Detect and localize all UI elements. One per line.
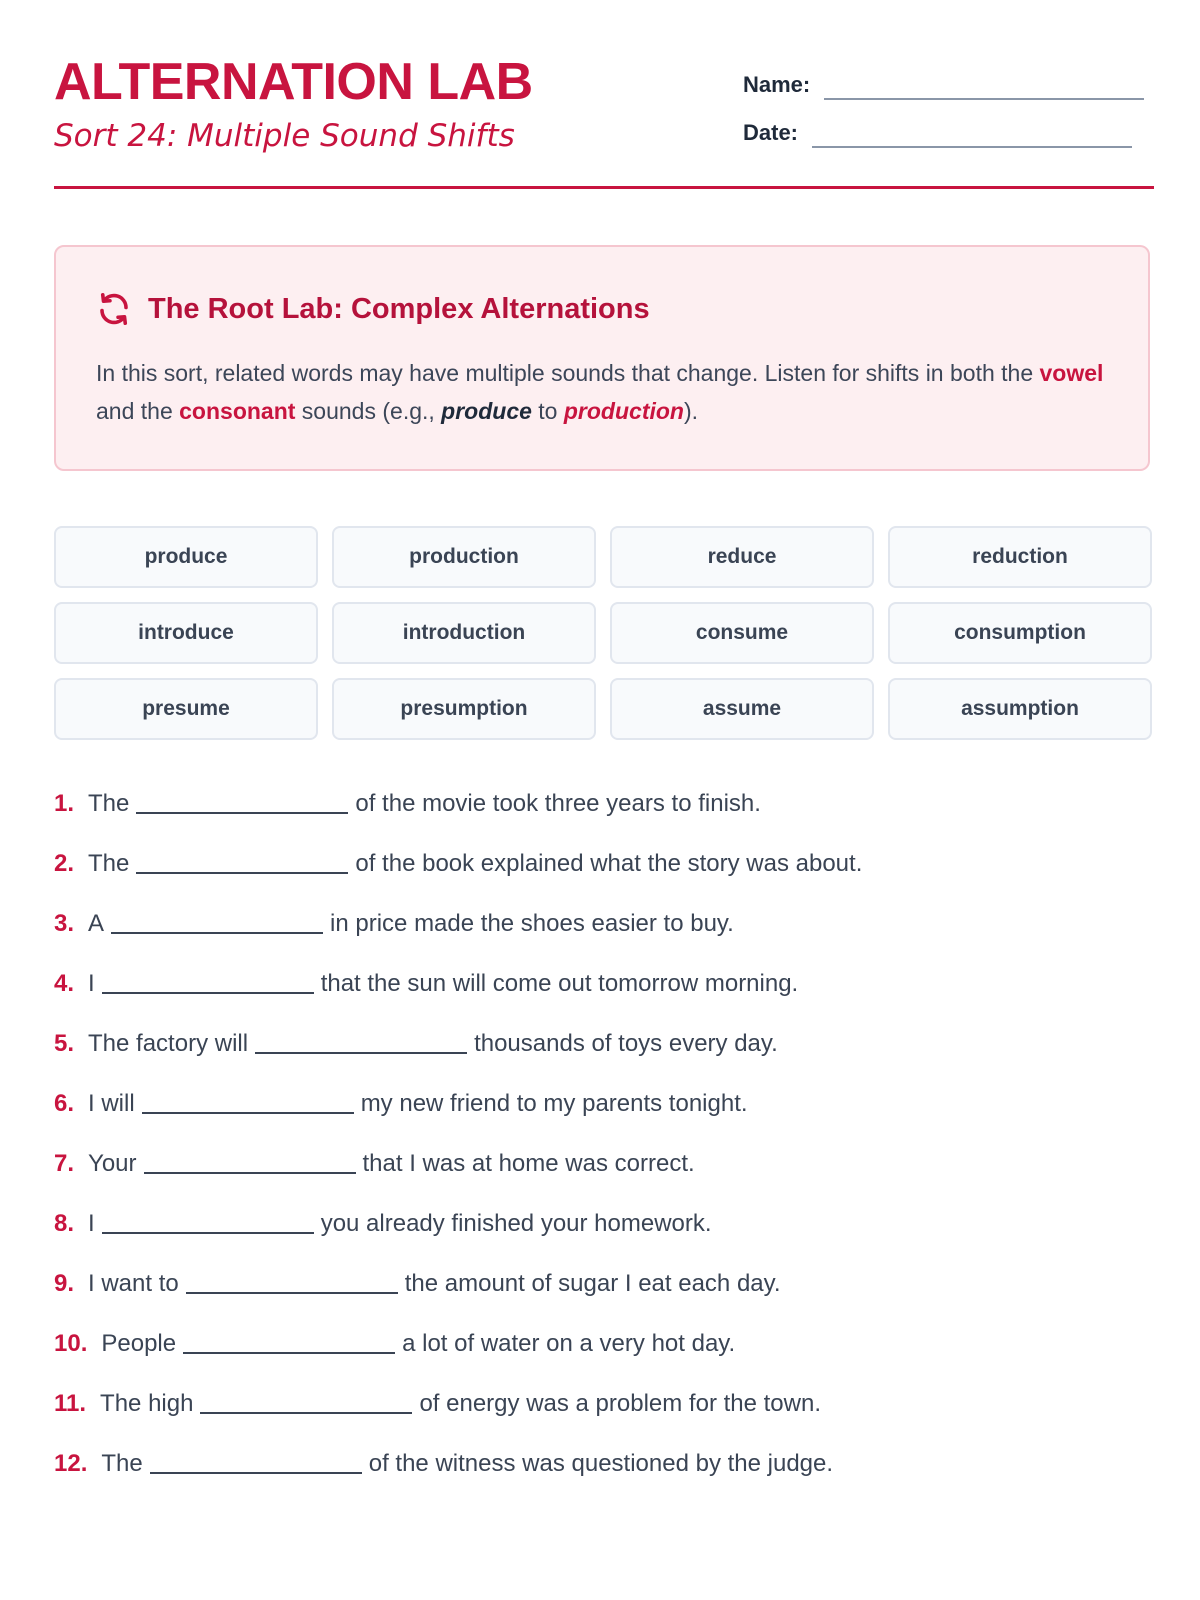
info-text-part: to xyxy=(531,398,564,424)
question-text-after: of the witness was questioned by the judge. xyxy=(368,1450,834,1477)
question-number: 2. xyxy=(54,850,75,877)
question-text-after: my new friend to my parents tonight. xyxy=(360,1090,748,1117)
question-text-before: The xyxy=(101,1450,143,1477)
word-card: assume xyxy=(610,678,874,740)
consonant-highlight: consonant xyxy=(179,398,296,424)
question-text-before: I xyxy=(88,1210,95,1237)
question-text-before: The xyxy=(88,790,130,817)
info-text-part: and the xyxy=(96,398,180,424)
question-item xyxy=(54,850,1154,910)
word-card: assumption xyxy=(888,678,1152,740)
question-text-before: I will xyxy=(88,1090,135,1117)
question-text-before: Your xyxy=(88,1150,137,1177)
answer-blank[interactable] xyxy=(136,850,348,874)
question-text-before: The high xyxy=(100,1390,194,1417)
name-label: Name: xyxy=(743,72,811,97)
answer-blank[interactable] xyxy=(150,1450,362,1474)
question-number: 7. xyxy=(54,1150,75,1177)
question-number: 6. xyxy=(54,1090,75,1117)
word-card: presume xyxy=(54,678,318,740)
page-title: ALTERNATION LAB xyxy=(54,53,533,111)
question-number: 12. xyxy=(54,1450,88,1477)
example-derived-word: production xyxy=(563,398,684,424)
date-label: Date: xyxy=(743,120,799,145)
word-card: production xyxy=(332,526,596,588)
question-text-after: in price made the shoes easier to buy. xyxy=(330,910,734,937)
answer-blank[interactable] xyxy=(200,1390,412,1414)
question-text-before: I want to xyxy=(88,1270,179,1297)
question-text-after: you already finished your homework. xyxy=(320,1210,712,1237)
question-text-before: I xyxy=(88,970,95,997)
date-line[interactable] xyxy=(812,146,1132,148)
word-card: reduce xyxy=(610,526,874,588)
question-item xyxy=(54,1450,1154,1510)
refresh-icon xyxy=(96,291,132,327)
answer-blank[interactable] xyxy=(255,1030,467,1054)
question-text-before: The factory will xyxy=(88,1030,249,1057)
info-title: The Root Lab: Complex Alternations xyxy=(148,292,650,325)
worksheet-page xyxy=(54,0,1154,1600)
question-number: 9. xyxy=(54,1270,75,1297)
example-base-word: produce xyxy=(441,398,532,424)
question-number: 4. xyxy=(54,970,75,997)
info-heading xyxy=(96,291,650,327)
date-field xyxy=(743,114,1132,148)
word-card: produce xyxy=(54,526,318,588)
question-text-before: A xyxy=(88,910,105,937)
answer-blank[interactable] xyxy=(144,1150,356,1174)
question-text-before: People xyxy=(101,1330,177,1357)
answer-blank[interactable] xyxy=(136,790,348,814)
question-number: 1. xyxy=(54,790,75,817)
question-text-after: a lot of water on a very hot day. xyxy=(402,1330,736,1357)
answer-blank[interactable] xyxy=(102,970,314,994)
answer-blank[interactable] xyxy=(186,1270,398,1294)
info-text-part: ). xyxy=(683,398,699,424)
question-item xyxy=(54,1090,1154,1150)
question-number: 5. xyxy=(54,1030,75,1057)
name-field xyxy=(743,66,1144,100)
question-item xyxy=(54,1390,1154,1450)
answer-blank[interactable] xyxy=(142,1090,354,1114)
question-item xyxy=(54,1150,1154,1210)
question-number: 11. xyxy=(54,1390,87,1417)
question-item xyxy=(54,910,1154,970)
worksheet-header xyxy=(54,52,1154,192)
question-text-after: that the sun will come out tomorrow morning. xyxy=(320,970,799,997)
word-card: presumption xyxy=(332,678,596,740)
question-text-after: of the movie took three years to finish. xyxy=(355,790,761,817)
question-text-after: thousands of toys every day. xyxy=(474,1030,778,1057)
question-number: 3. xyxy=(54,910,75,937)
answer-blank[interactable] xyxy=(111,910,323,934)
question-item xyxy=(54,790,1154,850)
word-card: consume xyxy=(610,602,874,664)
question-text-before: The xyxy=(88,850,130,877)
word-card: consumption xyxy=(888,602,1152,664)
info-text-part: In this sort, related words may have multiple sounds that change. Listen for shifts in both the xyxy=(96,360,1040,386)
page-subtitle: Sort 24: Multiple Sound Shifts xyxy=(54,118,515,154)
answer-blank[interactable] xyxy=(183,1330,395,1354)
header-divider xyxy=(54,186,1154,189)
question-text-after: that I was at home was correct. xyxy=(362,1150,695,1177)
question-item xyxy=(54,1030,1154,1090)
info-text-part: sounds (e.g., xyxy=(295,398,442,424)
answer-blank[interactable] xyxy=(102,1210,314,1234)
question-item xyxy=(54,1270,1154,1330)
question-item xyxy=(54,970,1154,1030)
info-box xyxy=(54,245,1150,471)
word-bank xyxy=(54,526,1154,740)
name-line[interactable] xyxy=(824,98,1144,100)
question-list xyxy=(54,790,1154,1510)
question-text-after: the amount of sugar I eat each day. xyxy=(404,1270,781,1297)
question-text-after: of the book explained what the story was about. xyxy=(355,850,863,877)
question-item xyxy=(54,1210,1154,1270)
word-card: introduction xyxy=(332,602,596,664)
word-card: introduce xyxy=(54,602,318,664)
info-text xyxy=(96,354,1116,430)
question-number: 10. xyxy=(54,1330,88,1357)
question-text-after: of energy was a problem for the town. xyxy=(419,1390,821,1417)
question-number: 8. xyxy=(54,1210,75,1237)
vowel-highlight: vowel xyxy=(1039,360,1104,386)
word-card: reduction xyxy=(888,526,1152,588)
question-item xyxy=(54,1330,1154,1390)
